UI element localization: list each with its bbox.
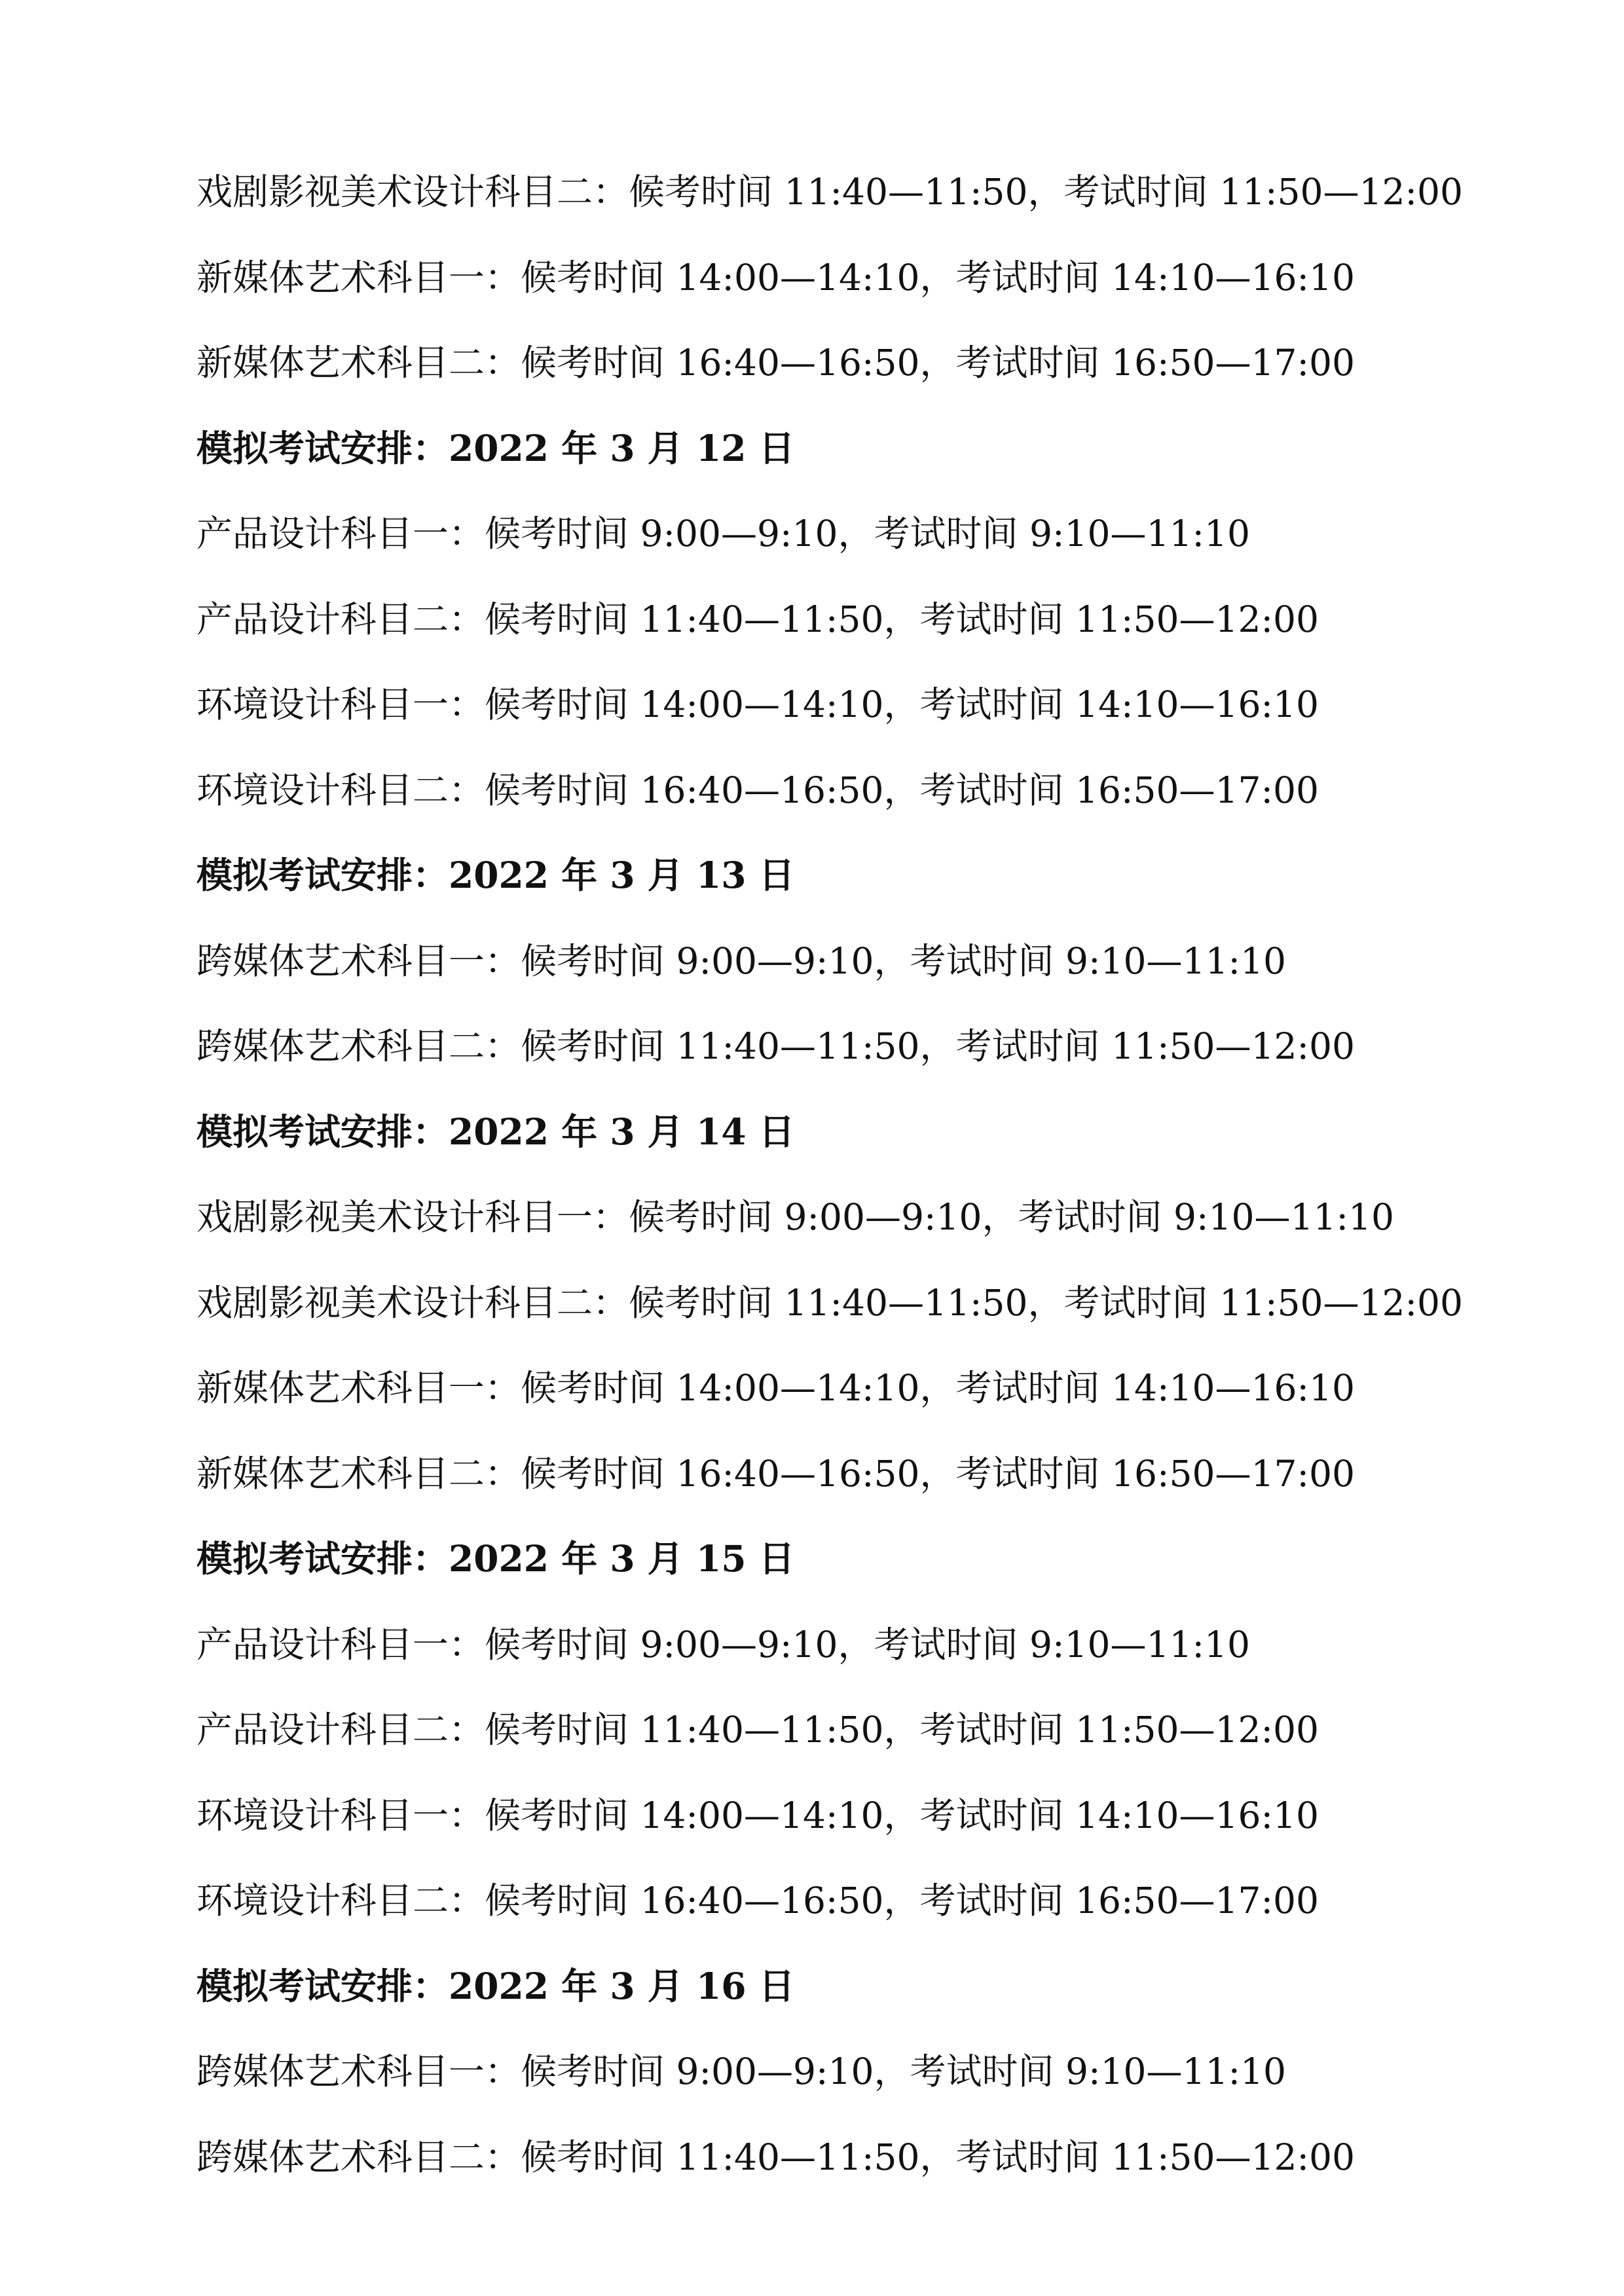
schedule-list bbox=[196, 149, 1572, 2200]
schedule-line: 环境设计科目二：候考时间 16:40—16:50，考试时间 16:50—17:00 bbox=[196, 1880, 1319, 1922]
schedule-line: 产品设计科目二：候考时间 11:40—11:50，考试时间 11:50—12:00 bbox=[196, 1709, 1319, 1751]
schedule-line: 跨媒体艺术科目二：候考时间 11:40—11:50，考试时间 11:50—12:00 bbox=[196, 2136, 1355, 2178]
schedule-line: 产品设计科目一：候考时间 9:00—9:10，考试时间 9:10—11:10 bbox=[196, 513, 1250, 555]
schedule-date-heading: 模拟考试安排：2022 年 3 月 14 日 bbox=[196, 1110, 795, 1153]
schedule-date-heading: 模拟考试安排：2022 年 3 月 12 日 bbox=[196, 426, 795, 469]
schedule-line: 跨媒体艺术科目一：候考时间 9:00—9:10，考试时间 9:10—11:10 bbox=[196, 939, 1286, 982]
schedule-line: 戏剧影视美术设计科目二：候考时间 11:40—11:50，考试时间 11:50—12:00 bbox=[196, 171, 1463, 213]
schedule-line: 环境设计科目二：候考时间 16:40—16:50，考试时间 16:50—17:00 bbox=[196, 769, 1319, 811]
schedule-line: 戏剧影视美术设计科目二：候考时间 11:40—11:50，考试时间 11:50—12:00 bbox=[196, 1281, 1463, 1324]
schedule-line: 戏剧影视美术设计科目一：候考时间 9:00—9:10，考试时间 9:10—11:10 bbox=[196, 1196, 1394, 1238]
schedule-line: 环境设计科目一：候考时间 14:00—14:10，考试时间 14:10—16:10 bbox=[196, 683, 1319, 725]
schedule-line: 新媒体艺术科目一：候考时间 14:00—14:10，考试时间 14:10—16:10 bbox=[196, 1367, 1355, 1409]
schedule-date-heading: 模拟考试安排：2022 年 3 月 13 日 bbox=[196, 854, 795, 896]
schedule-line: 新媒体艺术科目二：候考时间 16:40—16:50，考试时间 16:50—17:00 bbox=[196, 342, 1355, 384]
schedule-line: 新媒体艺术科目一：候考时间 14:00—14:10，考试时间 14:10—16:10 bbox=[196, 256, 1355, 299]
schedule-line: 新媒体艺术科目二：候考时间 16:40—16:50，考试时间 16:50—17:00 bbox=[196, 1452, 1355, 1495]
schedule-date-heading: 模拟考试安排：2022 年 3 月 16 日 bbox=[196, 1964, 795, 2007]
schedule-line: 跨媒体艺术科目二：候考时间 11:40—11:50，考试时间 11:50—12:00 bbox=[196, 1025, 1355, 1067]
schedule-line: 产品设计科目一：候考时间 9:00—9:10，考试时间 9:10—11:10 bbox=[196, 1623, 1250, 1666]
schedule-line: 环境设计科目一：候考时间 14:00—14:10，考试时间 14:10—16:10 bbox=[196, 1794, 1319, 1836]
schedule-date-heading: 模拟考试安排：2022 年 3 月 15 日 bbox=[196, 1537, 795, 1580]
schedule-line: 产品设计科目二：候考时间 11:40—11:50，考试时间 11:50—12:00 bbox=[196, 598, 1319, 640]
schedule-line: 跨媒体艺术科目一：候考时间 9:00—9:10，考试时间 9:10—11:10 bbox=[196, 2050, 1286, 2092]
